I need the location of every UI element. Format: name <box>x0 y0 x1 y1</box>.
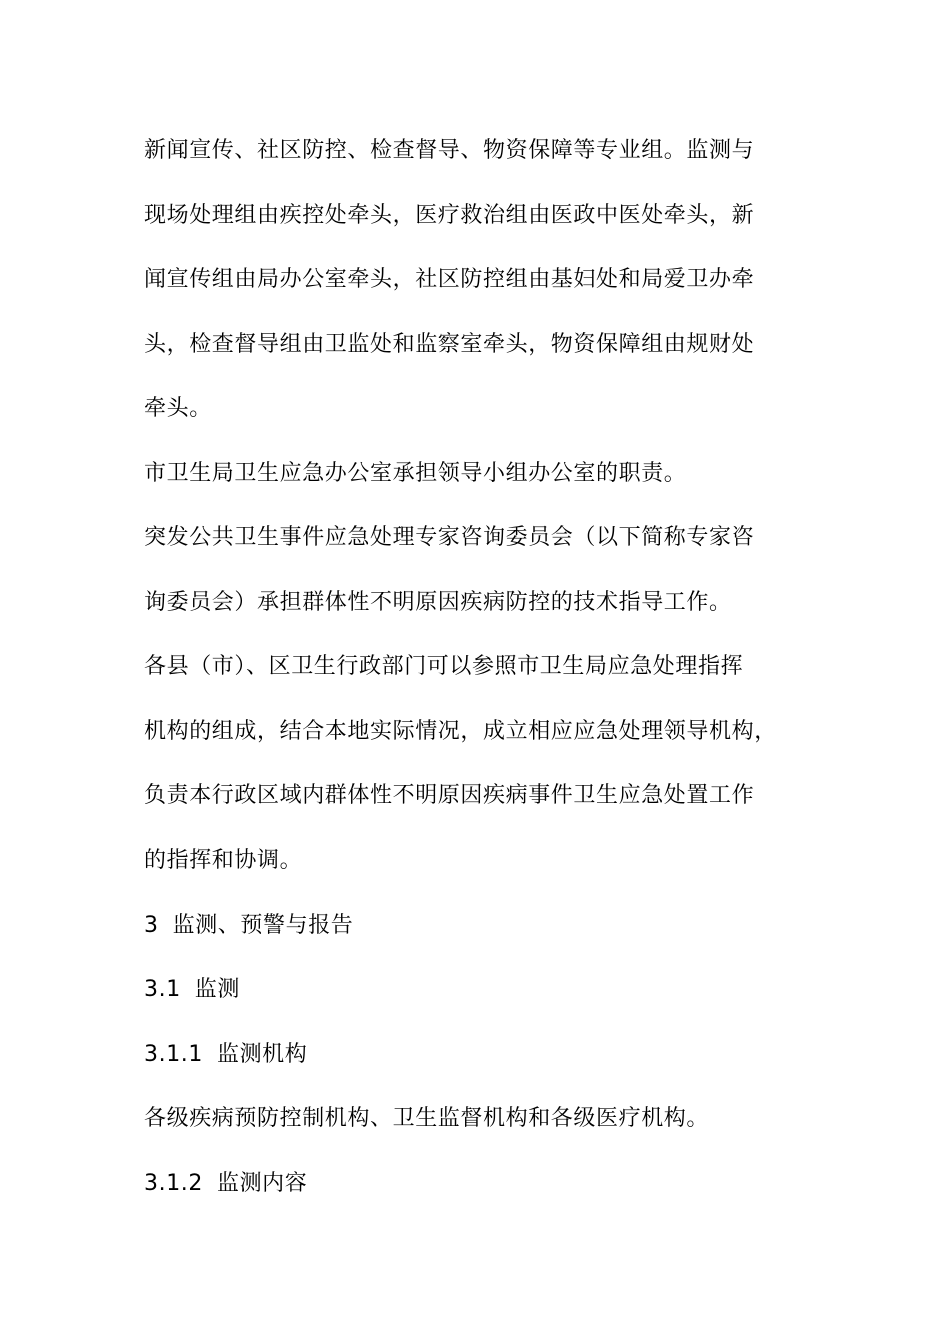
paragraph-2-line-1: 市卫生局卫生应急办公室承担领导小组办公室的职责。 <box>144 461 687 486</box>
paragraph-5-line-1: 各级疾病预防控制机构、卫生监督机构和各级医疗机构。 <box>144 1106 710 1131</box>
paragraph-3-line-1: 突发公共卫生事件应急处理专家咨询委员会（以下简称专家咨 <box>144 525 755 550</box>
section-number: 3.1.2 <box>144 1171 203 1196</box>
section-title: 监测内容 <box>216 1171 308 1196</box>
paragraph-4-line-1: 各县（市）、区卫生行政部门可以参照市卫生局应急处理指挥 <box>144 654 744 679</box>
paragraph-4-line-3: 负责本行政区域内群体性不明原因疾病事件卫生应急处置工作 <box>144 783 755 808</box>
section-heading-3-1-1 <box>144 1040 307 1070</box>
section-heading-3-1 <box>144 975 240 1005</box>
paragraph-4-line-2: 机构的组成，结合本地实际情况，成立相应应急处理领导机构， <box>144 719 777 744</box>
section-heading-3-1-2 <box>144 1169 307 1199</box>
section-heading-3 <box>144 911 353 941</box>
paragraph-3-line-2: 询委员会）承担群体性不明原因疾病防控的技术指导工作。 <box>144 590 732 615</box>
paragraph-1-line-1: 新闻宣传、社区防控、检查督导、物资保障等专业组。监测与 <box>144 138 755 163</box>
section-title: 监测机构 <box>216 1042 308 1067</box>
paragraph-1-line-3: 闻宣传组由局办公室牵头，社区防控组由基妇处和局爱卫办牵 <box>144 267 755 292</box>
section-number: 3.1.1 <box>144 1042 203 1067</box>
section-title: 监测 <box>194 977 240 1002</box>
paragraph-4-line-4: 的指挥和协调。 <box>144 848 303 873</box>
paragraph-1-line-4: 头，检查督导组由卫监处和监察室牵头，物资保障组由规财处 <box>144 332 755 357</box>
section-title: 监测、预警与报告 <box>172 913 354 938</box>
paragraph-1-line-2: 现场处理组由疾控处牵头，医疗救治组由医政中医处牵头，新 <box>144 203 755 228</box>
section-number: 3.1 <box>144 977 181 1002</box>
paragraph-1-line-5: 牵头。 <box>144 396 212 421</box>
section-number: 3 <box>144 913 159 938</box>
